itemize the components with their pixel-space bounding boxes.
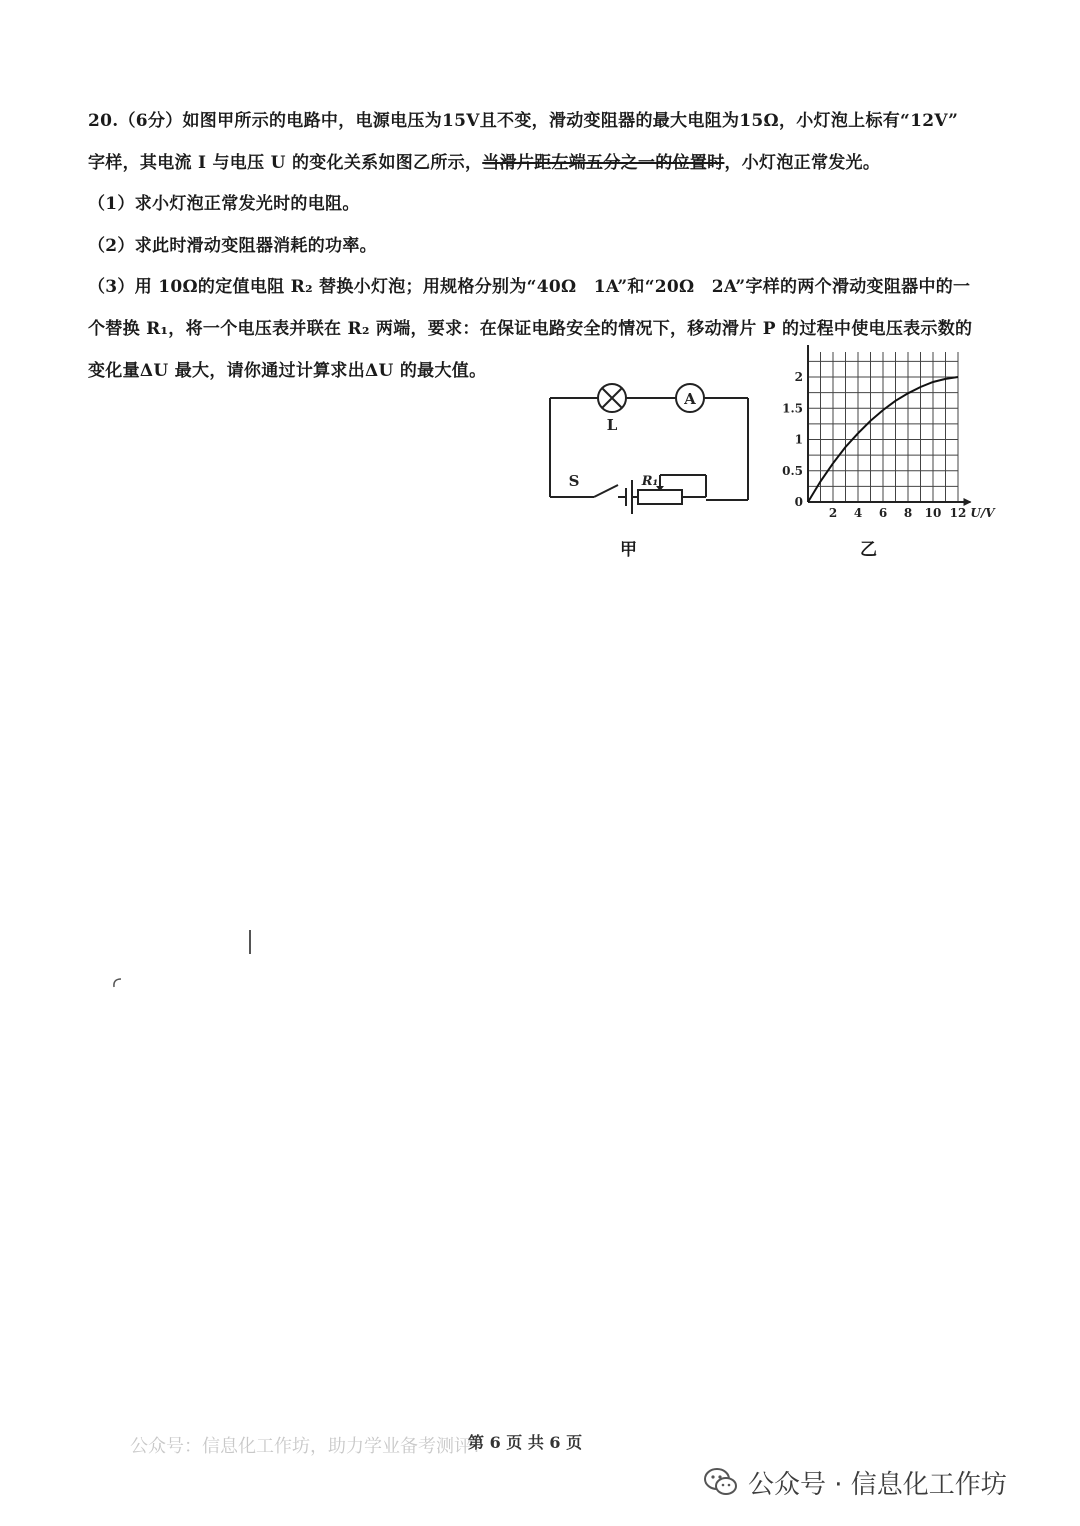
ammeter-label: A xyxy=(684,390,696,408)
y-tick-label: 1 xyxy=(794,432,803,447)
iu-graph xyxy=(770,345,1000,525)
ammeter-symbol xyxy=(676,384,704,412)
y-tick-label: 0.5 xyxy=(782,463,803,478)
circuit-caption: 甲 xyxy=(620,540,637,560)
graph-caption: 乙 xyxy=(860,540,877,560)
struck-through-text: 当滑片距左端五分之一的位置时 xyxy=(482,153,725,173)
sub-question-3-line-3: 变化量ΔU 最大，请你通过计算求出ΔU 的最大值。 xyxy=(88,361,487,381)
x-tick-label: 4 xyxy=(853,506,863,520)
switch-label: S xyxy=(568,472,580,490)
wechat-account-tag xyxy=(704,1460,1007,1504)
sub-question-3-line-2: 个替换 R₁，将一个电压表并联在 R₂ 两端，要求：在保证电路安全的情况下，移动滑片 P 的过程中使电压表示数的 xyxy=(88,319,973,339)
question-line-2-start: 字样，其电流 I 与电压 U 的变化关系如图乙所示， xyxy=(88,153,483,173)
lamp-symbol xyxy=(598,384,626,412)
x-tick-label: 10 xyxy=(924,506,942,520)
circuit-diagram xyxy=(540,375,760,515)
page-number: 第 6 页 共 6 页 xyxy=(468,1433,583,1452)
rheostat-label: R₁ xyxy=(641,474,659,489)
footer-watermark: 公众号：信息化工作坊，助力学业备考测评！ xyxy=(130,1436,490,1457)
x-tick-label: 12 xyxy=(949,506,967,520)
stray-pen-mark xyxy=(249,930,251,954)
question-line-2 xyxy=(88,148,880,173)
question-line-2-end: ，小灯泡正常发光。 xyxy=(724,153,881,173)
stray-curve-mark xyxy=(110,976,124,990)
x-axis-label: U/V xyxy=(970,506,995,520)
question-line-1: 20.（6分）如图甲所示的电路中，电源电压为15V且不变，滑动变阻器的最大电阻为15Ω，小灯泡上标有“12V” xyxy=(88,111,959,131)
wechat-icon xyxy=(704,1467,738,1497)
y-tick-label: 1.5 xyxy=(782,401,803,416)
y-tick-label: 2 xyxy=(794,370,803,384)
x-tick-label: 6 xyxy=(878,506,888,520)
lamp-label: L xyxy=(606,416,618,434)
x-tick-label: 8 xyxy=(903,506,913,520)
sub-question-3-line-1: （3）用 10Ω的定值电阻 R₂ 替换小灯泡；用规格分别为“40Ω 1A”和“20Ω 2A”字样的两个滑动变阻器中的一 xyxy=(88,277,971,297)
sub-question-2: （2）求此时滑动变阻器消耗的功率。 xyxy=(88,236,377,256)
x-tick-label: 2 xyxy=(828,506,838,520)
account-name: 公众号 · 信息化工作坊 xyxy=(748,1469,1007,1500)
x-axis-arrow xyxy=(964,498,972,506)
y-tick-label: 0 xyxy=(794,495,803,509)
sub-question-1: （1）求小灯泡正常发光时的电阻。 xyxy=(88,194,360,214)
